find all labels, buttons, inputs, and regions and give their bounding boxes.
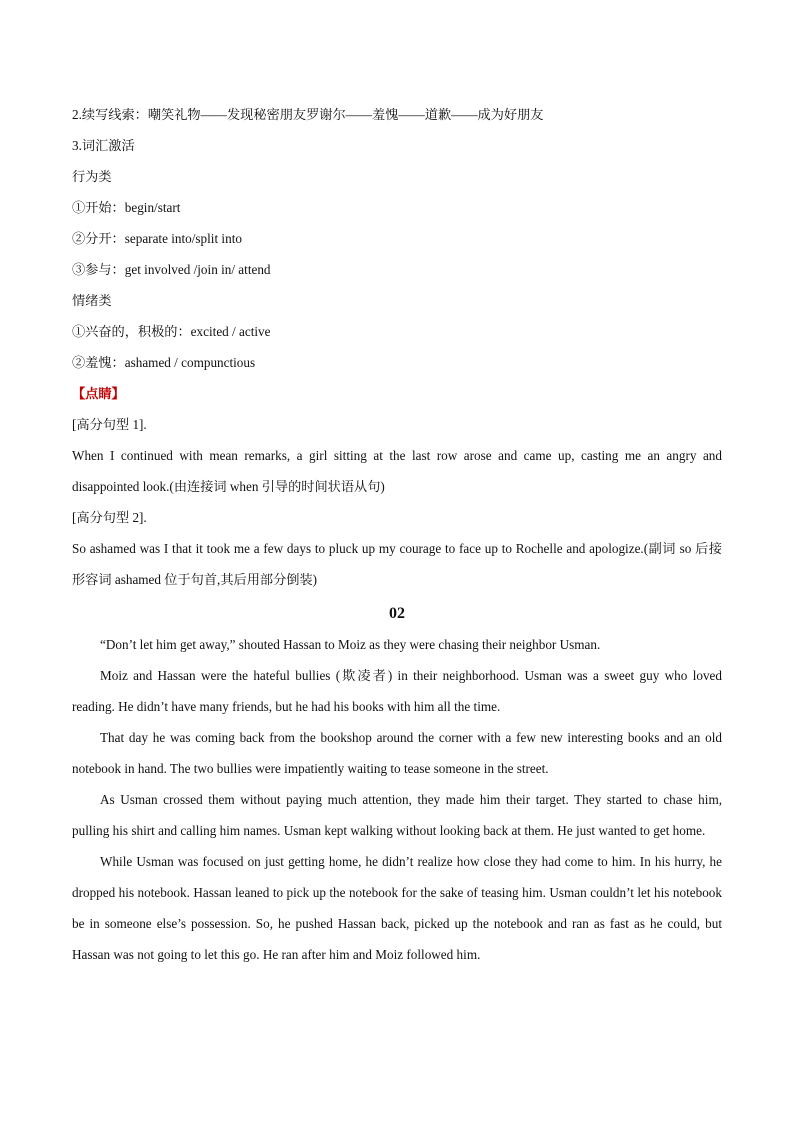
vocab-item-excited: ①兴奋的，积极的：excited / active <box>72 324 271 339</box>
pattern-1-label: [高分句型 1]. <box>72 417 147 432</box>
pattern-1-text: When I continued with mean remarks, a girl sitting at the last row arose and came up, casting me an angry and disappointed look.(由连接词 when 引导的时间状语从句) <box>72 448 722 494</box>
story-paragraph: As Usman crossed them without paying much attention, they made him their target. They started to chase him, pulling his shirt and calling him names. Usman kept walking without looking back at them. He just wanted to get home. <box>72 792 722 838</box>
behavior-category: 行为类 <box>72 169 112 184</box>
highlight-label: 【点睛】 <box>72 386 125 401</box>
vocab-item-ashamed: ②羞愧：ashamed / compunctious <box>72 355 256 370</box>
vocab-item-separate: ②分开：separate into/split into <box>72 231 242 246</box>
vocab-item-participate: ③参与：get involved /join in/ attend <box>72 262 271 277</box>
emotion-category: 情绪类 <box>72 293 112 308</box>
vocabulary-heading: 3.词汇激活 <box>72 138 135 153</box>
story-paragraph: “Don’t let him get away,” shouted Hassan to Moiz as they were chasing their neighbor Usman. <box>100 637 601 652</box>
story-paragraph: That day he was coming back from the bookshop around the corner with a few new interesting books and an old notebook in hand. The two bullies were impatiently waiting to tease someone in the street. <box>72 730 722 776</box>
continuation-clues-line: 2.续写线索：嘲笑礼物——发现秘密朋友罗谢尔——羞愧——道歉——成为好朋友 <box>72 107 544 122</box>
pattern-2-label: [高分句型 2]. <box>72 510 147 525</box>
story-paragraph: Moiz and Hassan were the hateful bullies (欺凌者) in their neighborhood. Usman was a sweet guy who loved reading. He didn’t have many friends, but he had his books with him all the time. <box>72 668 722 714</box>
pattern-2-text: So ashamed was I that it took me a few days to pluck up my courage to face up to Rochelle and apologize.(副词 so 后接形容词 ashamed 位于句首,其后用部分倒装) <box>72 541 722 587</box>
story-paragraph: While Usman was focused on just getting home, he didn’t realize how close they had come to him. In his hurry, he dropped his notebook. Hassan leaned to pick up the notebook for the sake of teasing him. Usman couldn’t let his notebook be in someone else’s possession. So, he pushed Hassan back, picked up the notebook and ran as fast as he could, but Hassan was not going to let this go. He ran after him and Moiz followed him. <box>72 854 722 962</box>
vocab-item-begin: ①开始：begin/start <box>72 200 181 215</box>
page-content <box>72 99 722 970</box>
section-number: 02 <box>389 605 405 622</box>
